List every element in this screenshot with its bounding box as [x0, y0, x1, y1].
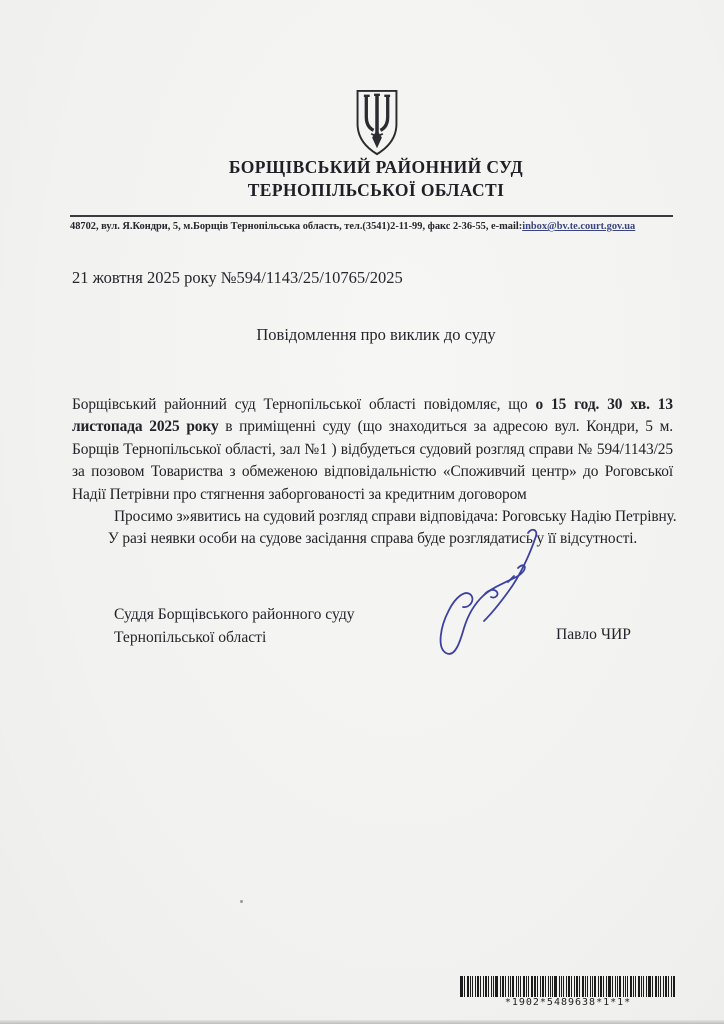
document-body — [72, 394, 677, 551]
barcode-bar — [652, 976, 653, 997]
barcode-bar — [477, 976, 479, 997]
barcode-bar — [563, 976, 564, 997]
barcode-bar — [508, 976, 509, 997]
barcode-bar — [648, 976, 651, 997]
barcode-bar — [500, 976, 501, 997]
header-divider — [70, 215, 673, 217]
barcode-bar — [510, 976, 511, 997]
barcode-bar — [483, 976, 484, 997]
barcode-bar — [630, 976, 632, 997]
barcode-bar — [516, 976, 517, 997]
barcode-bar — [460, 976, 463, 997]
barcode-bar — [673, 976, 675, 997]
barcode-bar — [540, 976, 541, 997]
barcode-bar — [480, 976, 481, 997]
barcode-bar — [526, 976, 527, 997]
barcode-bar — [571, 976, 572, 997]
barcode-bar — [590, 976, 591, 997]
barcode-bar — [523, 976, 525, 997]
barcode-bar — [594, 976, 596, 997]
body-p1-regular-start: Борщівський районний суд Тернопільської області повідомляє, що — [72, 396, 536, 413]
barcode-bar — [531, 976, 533, 997]
barcode-bar — [641, 976, 642, 997]
court-name-line1: БОРЩІВСЬКИЙ РАЙОННИЙ СУД — [228, 157, 524, 177]
document-barcode — [460, 976, 676, 1008]
court-email-link[interactable]: inbox@bv.te.court.gov.ua — [522, 221, 636, 232]
barcode-bar — [615, 976, 616, 997]
barcode-bar — [475, 976, 476, 997]
barcode-bar — [502, 976, 504, 997]
barcode-bar — [488, 976, 489, 997]
barcode-bar — [470, 976, 471, 997]
barcode-bar — [668, 976, 669, 997]
barcode-bar — [493, 976, 494, 997]
barcode-bars — [460, 976, 676, 997]
barcode-bar — [576, 976, 578, 997]
barcode-bar — [655, 976, 657, 997]
barcode-bar — [585, 976, 586, 997]
barcode-bar — [671, 976, 672, 997]
document-title: Повідомлення про виклик до суду — [256, 325, 496, 344]
barcode-bar — [545, 976, 546, 997]
barcode-bar — [658, 976, 659, 997]
barcode-bar — [548, 976, 549, 997]
barcode-bar — [643, 976, 644, 997]
body-paragraph-main — [72, 394, 673, 506]
barcode-bar — [467, 976, 469, 997]
barcode-bar — [638, 976, 640, 997]
barcode-bar — [537, 976, 538, 997]
barcode-bar — [528, 976, 529, 997]
barcode-bar — [520, 976, 521, 997]
court-address-text: 48702, вул. Я.Кондри, 5, м.Борщів Тернопільська область, тел.(3541)2-11-99, факс 2-36-55, e-mail: — [70, 221, 523, 232]
body-p1-hearing-datetime: о 15 год. 30 хв. 13 листопада 2025 року — [72, 396, 673, 436]
judge-name: Павло ЧИР — [556, 626, 631, 643]
body-p1-regular-end: в приміщенні суду (що знаходиться за адресою вул. Кондри, 5 м. Борщів Тернопільської області, зал №1 ) відбудеться судовий розгляд справи № 594/1143/25 за позовом Товариства з обмеженою відповідальністю «Споживчий центр» до Роговської Надії Петрівни про стягнення заборгованості за кредитним договором — [72, 418, 673, 503]
barcode-bar — [554, 976, 557, 997]
scan-bottom-edge — [0, 1020, 724, 1024]
barcode-bar — [534, 976, 536, 997]
barcode-bar — [663, 976, 664, 997]
barcode-bar — [633, 976, 634, 997]
barcode-bar — [608, 976, 611, 997]
barcode-bar — [485, 976, 487, 997]
barcode-bar — [568, 976, 570, 997]
barcode-bar — [600, 976, 602, 997]
barcode-bar — [619, 976, 621, 997]
barcode-bar — [464, 976, 465, 997]
judge-title-line2: Тернопільської області — [114, 628, 267, 646]
barcode-bar — [472, 976, 473, 997]
barcode-bar — [566, 976, 567, 997]
barcode-bar — [612, 976, 613, 997]
barcode-bar — [625, 976, 626, 997]
judge-title-block — [114, 604, 355, 649]
barcode-bar — [623, 976, 624, 997]
date-and-case-number: 21 жовтня 2025 року №594/1143/25/10765/2025 — [72, 268, 403, 287]
barcode-bar — [518, 976, 519, 997]
body-paragraph-absence: У разі неявки особи на судове засідання справа буде розглядатись у її відсутності. — [107, 530, 638, 548]
barcode-bar — [552, 976, 553, 997]
barcode-bar — [660, 976, 661, 997]
barcode-bar — [579, 976, 580, 997]
barcode-bar — [646, 976, 647, 997]
barcode-bar — [495, 976, 498, 997]
barcode-bar — [542, 976, 544, 997]
barcode-bar — [598, 976, 599, 997]
paper-speck — [240, 900, 243, 903]
barcode-bar — [491, 976, 492, 997]
court-name-line2: ТЕРНОПІЛЬСЬКОЇ ОБЛАСТІ — [247, 180, 505, 200]
barcode-bar — [512, 976, 514, 997]
judge-title-line1: Суддя Борщівського районного суду — [114, 606, 355, 623]
barcode-bar — [559, 976, 560, 997]
barcode-caption: *1902*5489638*1*1* — [504, 997, 632, 1008]
barcode-bar — [550, 976, 551, 997]
ukraine-trident-emblem-icon — [350, 88, 404, 158]
barcode-bar — [635, 976, 636, 997]
barcode-bar — [606, 976, 607, 997]
barcode-bar — [505, 976, 506, 997]
barcode-bar — [617, 976, 618, 997]
barcode-bar — [574, 976, 575, 997]
court-name-header — [70, 156, 682, 202]
barcode-bar — [627, 976, 628, 997]
court-contact-line — [70, 221, 673, 232]
barcode-bar — [603, 976, 604, 997]
barcode-bar — [587, 976, 588, 997]
barcode-bar — [592, 976, 593, 997]
body-paragraph-request: Просимо з»явитись на судовий розгляд справи відповідача: Роговську Надію Петрівну. — [114, 508, 677, 526]
judge-handwritten-signature — [424, 522, 550, 674]
barcode-bar — [665, 976, 667, 997]
barcode-bar — [582, 976, 584, 997]
barcode-bar — [561, 976, 562, 997]
